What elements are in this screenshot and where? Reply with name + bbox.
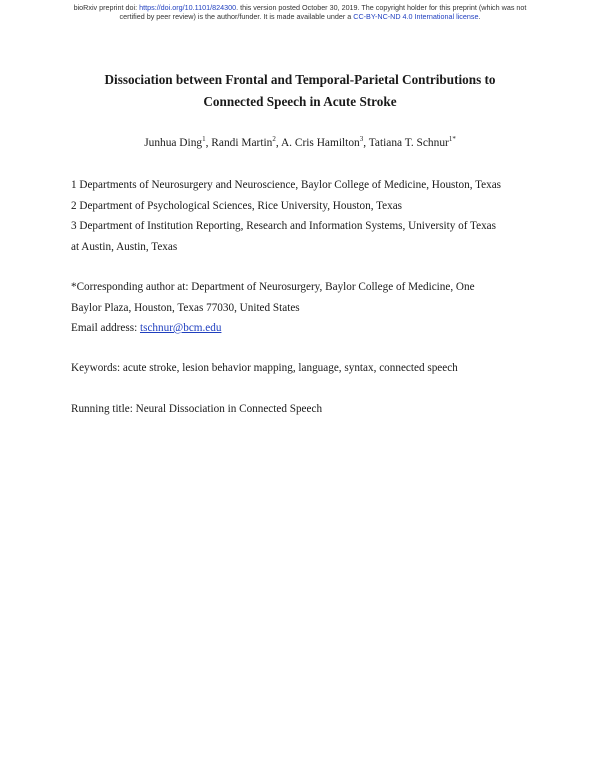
preprint-header-line-2: certified by peer review) is the author/funder. It is made available under a CC-BY-NC-ND 4.0 International license. [119,12,481,21]
email-link[interactable]: tschnur@bcm.edu [139,322,222,334]
keywords: Keywords: acute stroke, lesion behavior mapping, language, syntax, connected speech [71,362,458,374]
author-name: A. Cris Hamilton [280,137,360,149]
running-title: Running title: Neural Dissociation in Connected Speech [71,403,323,415]
doi-link[interactable]: https://doi.org/10.1101/824300 [139,3,237,12]
preprint-header [0,3,600,21]
author-list: Junhua Ding$^1$, Randi Martin$^2$, A. Cris Hamilton$^3$, Tatiana T. Schnur$^{1*}$ [144,135,456,149]
author-name: Junhua Ding [144,137,203,149]
author-affiliation-marker: 3 [359,135,364,143]
email-line: Email address: tschnur@bcm.edu [71,322,222,334]
affiliation-2: 2 Department of Psychological Sciences, Rice University, Houston, Texas [71,199,403,212]
affiliation-3-line-1: 3 Department of Institution Reporting, Research and Information Systems, University of Texas [71,220,496,232]
author-affiliation-marker: 2 [272,135,276,143]
affiliation-3-line-2: at Austin, Austin, Texas [71,240,178,253]
corresponding-author [71,277,541,339]
title-line-2: Connected Speech in Acute Stroke [203,94,397,109]
title-line-1: Dissociation between Frontal and Temporal-Parietal Contributions to [104,72,496,87]
affiliation-1: 1 Departments of Neurosurgery and Neuroscience, Baylor College of Medicine, Houston, Texas [71,179,502,191]
author-name: Randi Martin [211,137,273,149]
author-affiliation-marker: 1* [448,135,456,143]
corresponding-line-2: Baylor Plaza, Houston, Texas 77030, United States [71,301,300,314]
paper-title [0,69,600,113]
corresponding-line-1: *Corresponding author at: Department of Neurosurgery, Baylor College of Medicine, One [71,281,475,293]
author-name: Tatiana T. Schnur [368,137,449,149]
preprint-header-line-1: bioRxiv preprint doi: https://doi.org/10.1101/824300. this version posted October 30, 2019. The copyright holder for this preprint (which was not [73,3,527,12]
author-affiliation-marker: 1 [202,135,206,143]
affiliations [71,175,541,257]
license-link[interactable]: CC-BY-NC-ND 4.0 International license [353,12,479,21]
